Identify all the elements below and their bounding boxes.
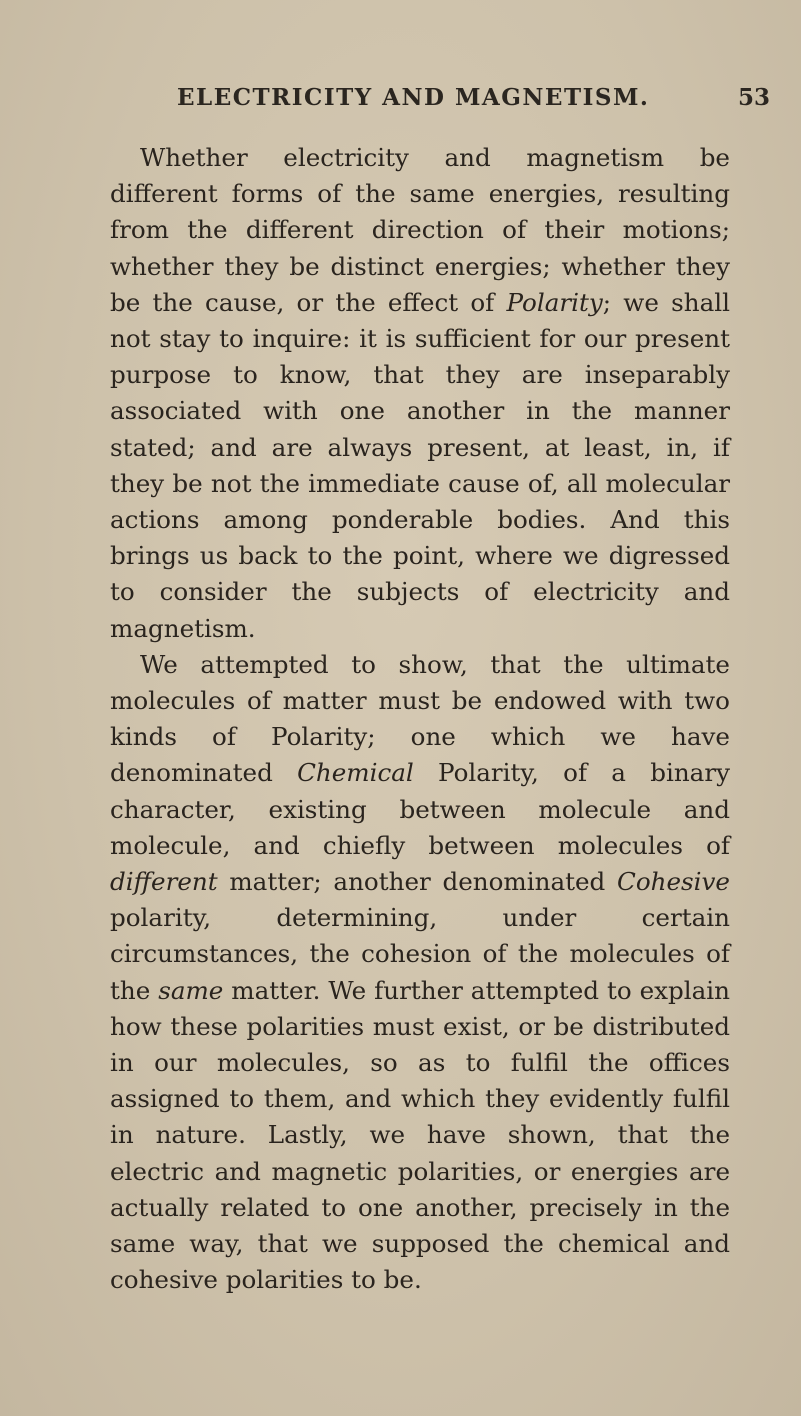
paragraph-2-italic-cohesive: Cohesive xyxy=(617,867,730,897)
paragraph-2-text-3: matter; another denominated xyxy=(217,867,618,897)
paragraph-2-italic-different: different xyxy=(110,867,218,897)
paragraph-1 xyxy=(110,140,730,647)
paragraph-2-text-1: We attempted to show, that the ultimate molecules of matter must be endowed with two kinds of Polarity; one which we have denominated xyxy=(110,649,730,788)
paragraph-1-text-1: Whether electricity and magnetism be different forms of the same energies, resulting from the different direction of their motions; whether they be distinct energies; whether they be the cause, or the effect of xyxy=(110,143,730,317)
paragraph-2-text-4: polarity, determining, under certain circumstances, the cohesion of the molecules of the xyxy=(110,903,730,1005)
running-head xyxy=(0,84,801,120)
paragraph-2-italic-same: same xyxy=(158,975,224,1005)
page-number: 53 xyxy=(738,84,771,111)
paragraph-2-text-5: matter. We further attempted to explain how these polarities must exist, or be distributed in our molecules, so as to fulfil the offices assigned to them, and which they evidently fulfil in nature. Lastly, we have shown, that the electric and magnetic polarities, or energies are actually related to one another, precisely in the same way, that we supposed the chemical and cohesive polarities to be. xyxy=(110,975,730,1295)
paragraph-1-italic-polarity: Polarity xyxy=(506,287,603,317)
paragraph-2 xyxy=(110,647,730,1299)
paragraph-2-italic-chemical: Chemical xyxy=(297,758,414,788)
paragraph-2-text-2: Polarity, of a binary character, existing between molecule and molecule, and chiefly between molecules of xyxy=(110,758,730,860)
body-text xyxy=(110,140,730,1299)
running-title: ELECTRICITY AND MAGNETISM. xyxy=(177,84,650,111)
paragraph-1-text-2: ; we shall not stay to inquire: it is sufficient for our present purpose to know, that they are inseparably associated with one another in the manner stated; and are always present, at least, in, if they be not the immediate cause of, all molecular actions among ponderable bodies. And this brings us back to the point, where we digressed to consider the subjects of electricity and magnetism. xyxy=(110,287,730,643)
